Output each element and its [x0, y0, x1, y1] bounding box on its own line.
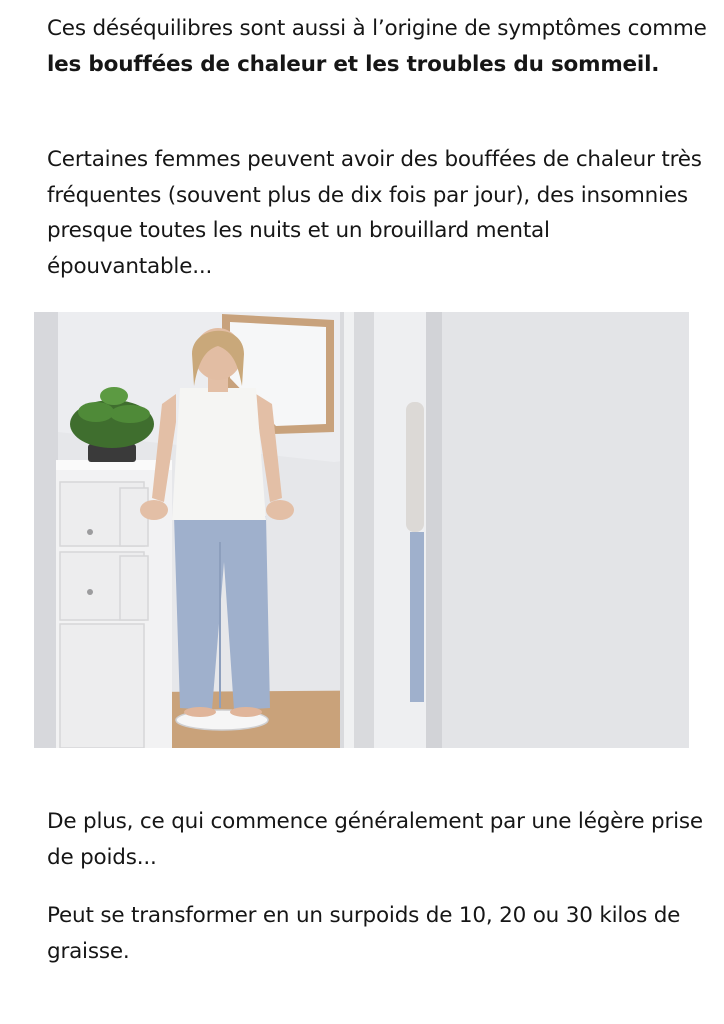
paragraph-text: Ces déséquilibres sont aussi à l’origine de symptômes comme	[47, 16, 707, 41]
paragraph-overweight: Peut se transformer en un surpoids de 10, 20 ou 30 kilos de graisse.	[47, 903, 681, 964]
paragraph-hot-flashes	[47, 11, 715, 82]
photo-woman-on-scale	[34, 312, 689, 748]
bold-emphasis: les bouffées de chaleur et les troubles du sommeil.	[47, 51, 660, 77]
paragraph-weight-gain: De plus, ce qui commence généralement par une légère prise de poids...	[47, 809, 703, 870]
paragraph-symptoms: Certaines femmes peuvent avoir des bouffées de chaleur très fréquentes (souvent plus de dix fois par jour), des insomnies presque toutes les nuits et un brouillard mental épouvantable...	[47, 147, 702, 279]
